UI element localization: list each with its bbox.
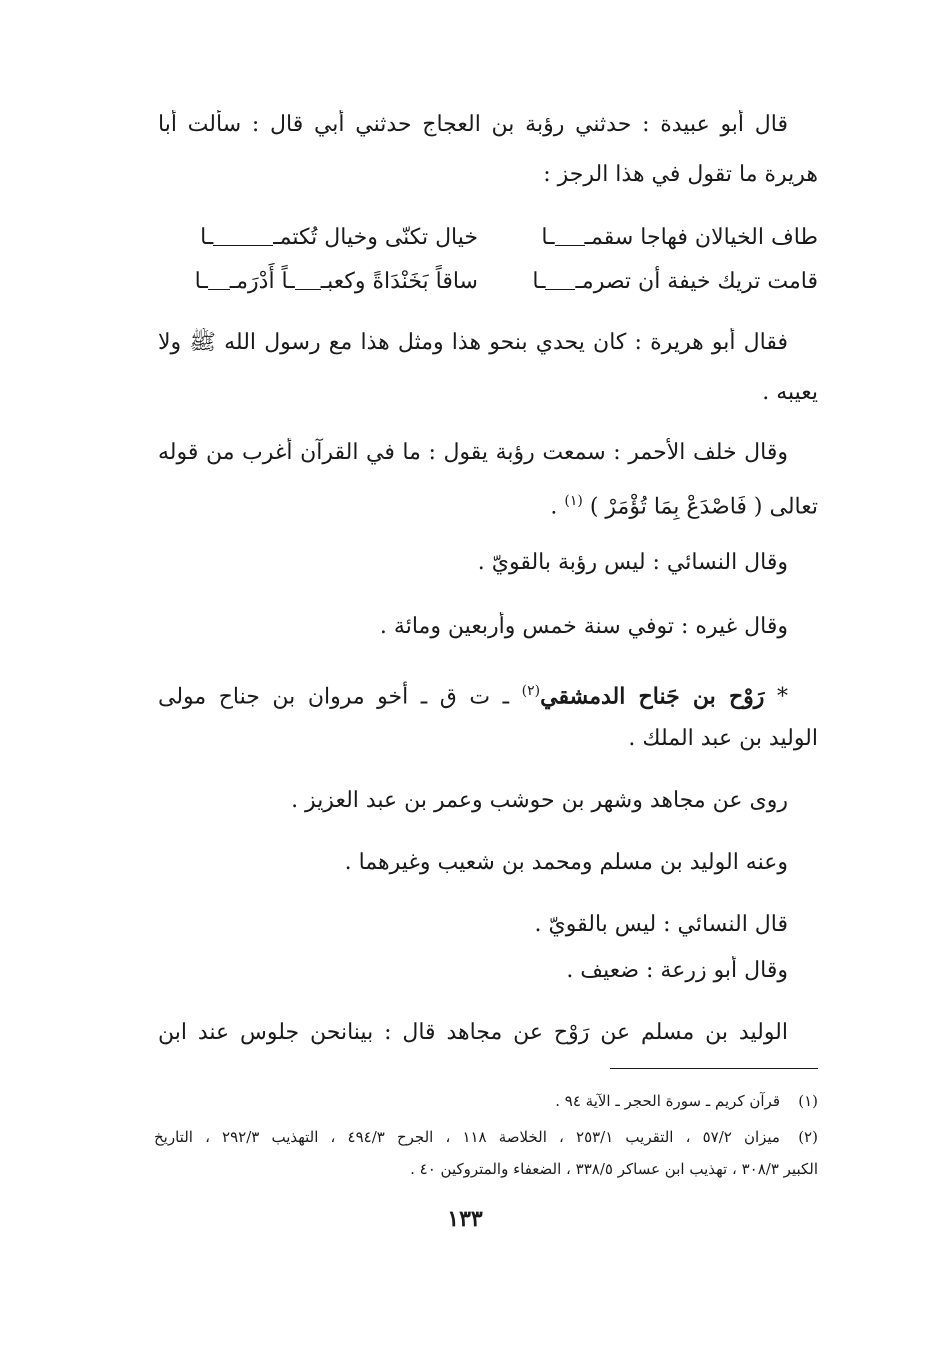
footnote-2-number: (٢) bbox=[798, 1128, 818, 1146]
footnote-2-text-1: ميزان ٥٧/٢ ، التقريب ٢٥٣/١ ، الخلاصة ١١٨ ، الجرح ٤٩٤/٣ ، التهذيب ٢٩٢/٣ ، التاريخ bbox=[154, 1128, 780, 1146]
poem-verse-1-first-hemistich: طاف الخيالان فهاجا سقمــا bbox=[541, 225, 818, 250]
paragraph-3-line-1: وقال خلف الأحمر : سمعت رؤبة يقول : ما في القرآن أغرب من قوله bbox=[158, 440, 788, 465]
footnote-1-number: (١) bbox=[798, 1092, 818, 1110]
poem-verse-2-second-hemistich: ساقاً بَخَنْدَاةً وكعبــاً أَدْرَمــا bbox=[194, 269, 478, 294]
footnote-marker-2: (٢) bbox=[521, 683, 541, 699]
footnote-2-line-1 bbox=[154, 1124, 818, 1150]
paragraph-4: وقال النسائي : ليس رؤبة بالقويّ . bbox=[477, 550, 788, 575]
poem-verse-2 bbox=[158, 266, 818, 298]
entry-name: رَوْح بن جَناح الدمشقي bbox=[540, 683, 765, 710]
entry-line-2: الوليد بن عبد الملك . bbox=[628, 726, 818, 751]
entry-star: * bbox=[776, 684, 788, 710]
footnote-marker-1: (١) bbox=[564, 493, 583, 509]
paragraph-8: قال النسائي : ليس بالقويّ . bbox=[534, 912, 788, 937]
footnote-separator bbox=[610, 1068, 818, 1069]
paragraph-2-line-2: يعيبه . bbox=[762, 380, 818, 405]
paragraph-1-line-1: قال أبو عبيدة : حدثني رؤبة بن العجاج حدثني أبي قال : سألت أبا bbox=[158, 112, 788, 137]
footnote-1 bbox=[154, 1088, 818, 1114]
footnote-2-line-2: الكبير ٣٠٨/٣ ، تهذيب ابن عساكر ٣٣٨/٥ ، الضعفاء والمتروكين ٤٠ . bbox=[410, 1160, 818, 1178]
paragraph-3-line-2: تعالى ( فَاصْدَعْ بِمَا تُؤْمَرْ ) $^{(١)}$ . bbox=[550, 493, 818, 520]
paragraph-1-line-2: هريرة ما تقول في هذا الرجز : bbox=[543, 162, 818, 187]
paragraph-9: وقال أبو زرعة : ضعيف . bbox=[566, 958, 788, 983]
paragraph-10: الوليد بن مسلم عن رَوْح عن مجاهد قال : بينانحن جلوس عند ابن bbox=[158, 1020, 788, 1045]
poem-verse-1 bbox=[158, 222, 818, 254]
poem-verse-2-first-hemistich: قامت تريك خيفة أن تصرمــا bbox=[532, 269, 818, 294]
footnote-1-text: قرآن كريم ـ سورة الحجر ـ الآية ٩٤ . bbox=[555, 1092, 780, 1110]
page-number: ١٣٣ bbox=[447, 1206, 483, 1232]
paragraph-2-line-1: فقال أبو هريرة : كان يحدي بنحو هذا ومثل هذا مع رسول الله ﷺ ولا bbox=[158, 330, 788, 355]
paragraph-7: وعنه الوليد بن مسلم ومحمد بن شعيب وغيرهما . bbox=[344, 850, 788, 875]
paragraph-6: روى عن مجاهد وشهر بن حوشب وعمر بن عبد العزيز . bbox=[291, 788, 788, 813]
poem-verse-1-second-hemistich: خيال تكنّى وخيال تُكتمــا bbox=[200, 225, 478, 250]
paragraph-5: وقال غيره : توفي سنة خمس وأربعين ومائة . bbox=[379, 614, 788, 639]
entry-heading-line: * رَوْح بن جَناح الدمشقي$^{(٢)}$ ـ ت ق ـ أخو مروان بن جناح مولى bbox=[158, 683, 788, 710]
